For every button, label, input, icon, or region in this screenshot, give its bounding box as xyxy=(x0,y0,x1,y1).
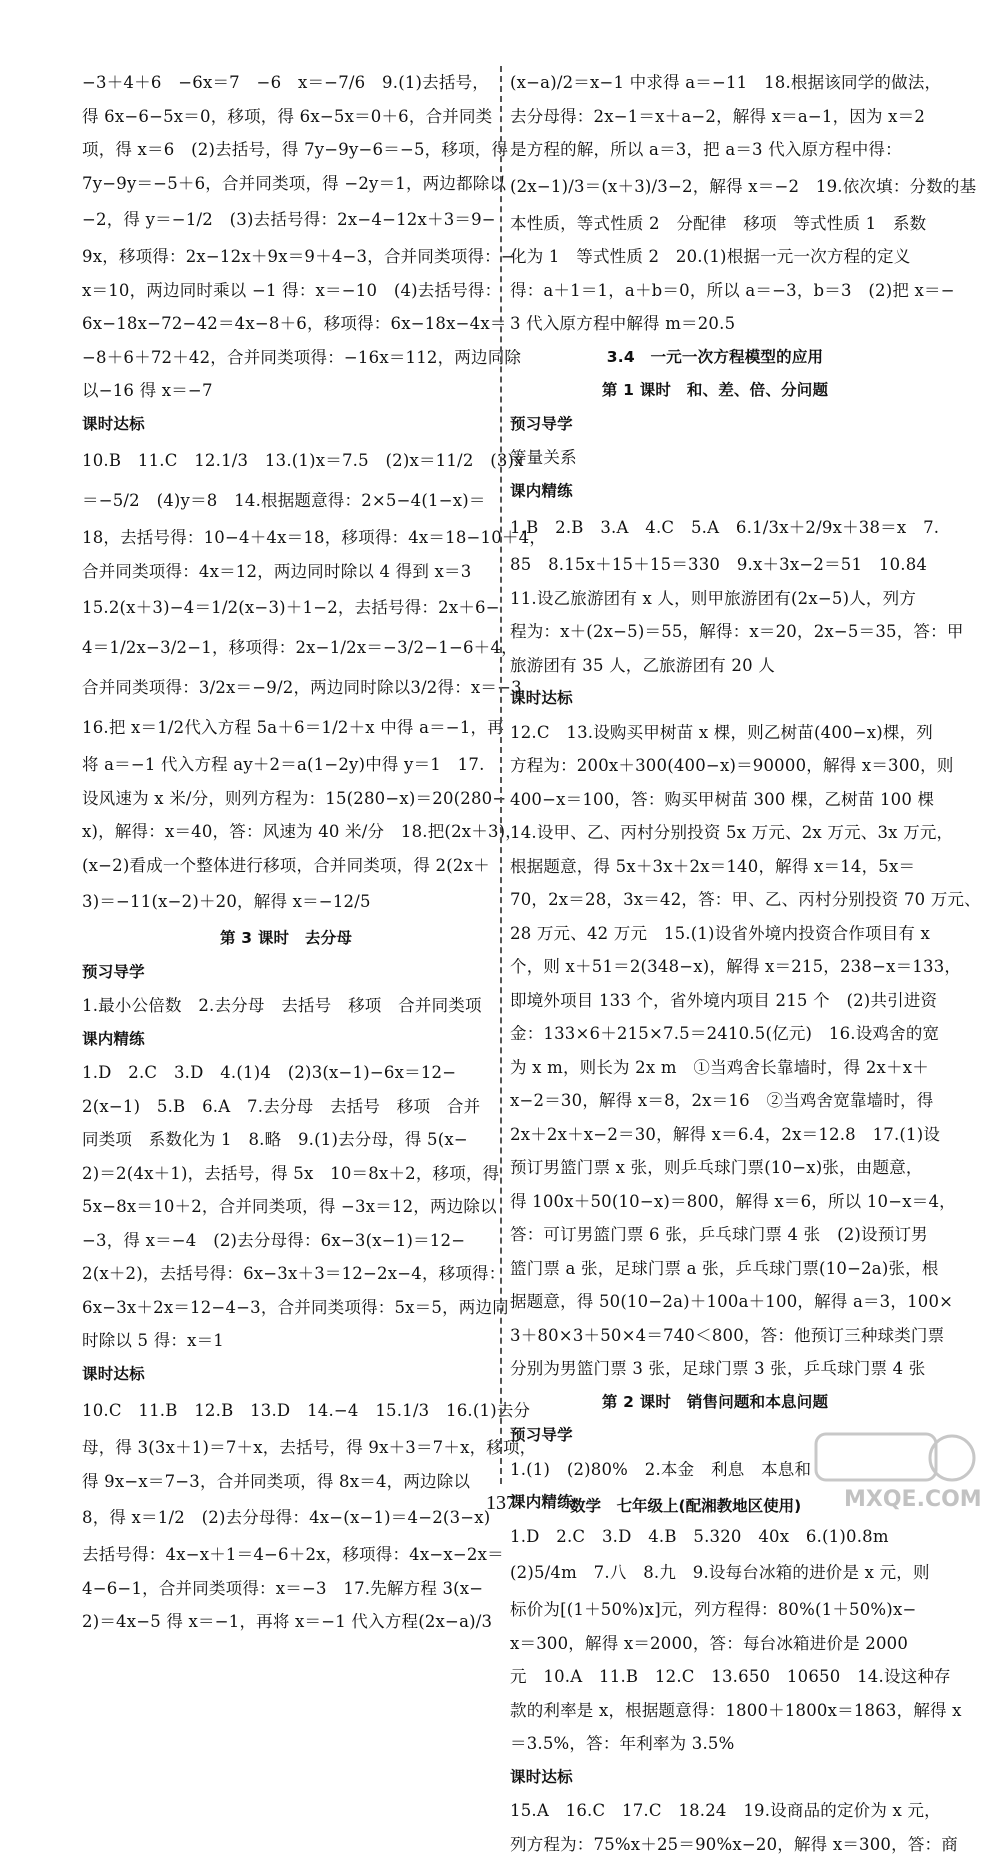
answer-line: −3＋4＋6 −6x＝7 −6 x＝−7/6 9.(1)去括号， xyxy=(82,66,490,100)
answer-line: 程为：x＋(2x−5)＝55，解得：x＝20，2x−5＝35，答：甲 xyxy=(510,615,920,649)
answer-line: 4＝1/2x−3/2−1，移项得：2x−1/2x＝−3/2−1−6＋4， xyxy=(82,628,490,668)
answer-line: 得 9x−x＝7−3，合并同类项，得 8x＝4，两边除以 xyxy=(82,1465,490,1499)
answer-line: 答：可订男篮门票 6 张，乒乓球门票 4 张 (2)设预订男 xyxy=(510,1218,920,1252)
answer-line: 1.D 2.C 3.D 4.(1)4 (2)3(x−1)−6x＝12− xyxy=(82,1056,490,1090)
answer-line: 金：133×6＋215×7.5＝2410.5(亿元) 16.设鸡舍的宽 xyxy=(510,1017,920,1051)
answer-line: 8，得 x＝1/2 (2)去分母得：4x−(x−1)＝4−2(3−x) xyxy=(82,1498,490,1538)
answer-line: 个，则 x＋51＝2(348−x)，解得 x＝215，238−x＝133， xyxy=(510,950,920,984)
answer-line: −3，得 x＝−4 (2)去分母得：6x−3(x−1)＝12− xyxy=(82,1224,490,1258)
answer-line: 2(x−1) 5.B 6.A 7.去分母 去括号 移项 合并 xyxy=(82,1090,490,1124)
answer-line: 12.C 13.设购买甲树苗 x 棵，则乙树苗(400−x)棵，列 xyxy=(510,716,920,750)
answer-line: ＝−5/2 (4)y＝8 14.根据题意得：2×5−4(1−x)＝ xyxy=(82,481,490,521)
answer-line: 5x−8x＝10＋2，合并同类项，得 −3x＝12，两边除以 xyxy=(82,1190,490,1224)
answer-line: 本性质，等式性质 2 分配律 移项 等式性质 1 系数 xyxy=(510,207,920,241)
answer-line: 时除以 5 得：x＝1 xyxy=(82,1324,490,1358)
answer-line: (2x−1)/3＝(x＋3)/3−2，解得 x＝−2 19.依次填：分数的基 xyxy=(510,167,920,207)
book-title: 数学 七年级上(配湘教地区使用) xyxy=(570,1494,801,1516)
answer-line: 款的利率是 x，根据题意得：1800＋1800x＝1863，解得 x xyxy=(510,1694,920,1728)
answer-line: 3＋80×3＋50×4＝740＜800，答：他预订三种球类门票 xyxy=(510,1319,920,1353)
answer-line: (2)5/4m 7.八 8.九 9.设每台冰箱的进价是 x 元，则 xyxy=(510,1553,920,1593)
section-heading: 预习导学 xyxy=(510,408,920,442)
answer-line: 2)＝4x−5 得 x＝−1，再将 x＝−1 代入方程(2x−a)/3 xyxy=(82,1605,490,1639)
answer-line: 1.(1) (2)80% 2.本金 利息 本息和 xyxy=(510,1453,920,1487)
answer-line: 7y−9y＝−5＋6，合并同类项，得 −2y＝1，两边都除以 xyxy=(82,167,490,201)
section-heading: 预习导学 xyxy=(510,1419,920,1453)
answer-line: 15.A 16.C 17.C 18.24 19.设商品的定价为 x 元， xyxy=(510,1794,920,1828)
answer-line: 等量关系 xyxy=(510,441,920,475)
answer-line: 合并同类项得：4x＝12，两边同时除以 4 得到 x＝3 xyxy=(82,555,490,589)
answer-line: 去括号得：4x−x＋1＝4−6＋2x，移项得：4x−x−2x＝ xyxy=(82,1538,490,1572)
answer-line: 得：a＋1＝1，a＋b＝0，所以 a＝−3，b＝3 (2)把 x＝− xyxy=(510,274,920,308)
answer-line: 方程为：200x＋300(400−x)＝90000，解得 x＝300，则 xyxy=(510,749,920,783)
answer-line: 项，得 x＝6 (2)去括号，得 7y−9y−6＝−5，移项，得 xyxy=(82,133,490,167)
right-column xyxy=(510,66,920,1861)
answer-line: (x−a)/2＝x−1 中求得 a＝−11 18.根据该同学的做法， xyxy=(510,66,920,100)
answer-line: 14.设甲、乙、丙村分别投资 5x 万元、2x 万元、3x 万元， xyxy=(510,816,920,850)
answer-line: 篮门票 a 张，足球门票 a 张，乒乓球门票(10−2a)张，根 xyxy=(510,1252,920,1286)
answer-line: x)，解得：x＝40，答：风速为 40 米/分 18.把(2x＋3)， xyxy=(82,815,490,849)
answer-line: 6x−18x−72−42＝4x−8＋6，移项得：6x−18x−4x＝ xyxy=(82,307,490,341)
column-divider xyxy=(500,66,502,1484)
section-heading: 课内精练 xyxy=(82,1023,490,1057)
answer-line: 将 a＝−1 代入方程 ay＋2＝a(1−2y)中得 y＝1 17. xyxy=(82,748,490,782)
answer-line: 标价为[(1＋50%)x]元，列方程得：80%(1＋50%)x− xyxy=(510,1593,920,1627)
answer-line: 4−6−1，合并同类项得：x＝−3 17.先解方程 3(x− xyxy=(82,1572,490,1606)
answer-line: 1.B 2.B 3.A 4.C 5.A 6.1/3x＋2/9x＋38＝x 7. xyxy=(510,508,920,548)
answer-line: 是方程的解，所以 a＝3，把 a＝3 代入原方程中得： xyxy=(510,133,920,167)
answer-line: 11.设乙旅游团有 x 人，则甲旅游团有(2x−5)人，列方 xyxy=(510,582,920,616)
answer-line: 9x，移项得：2x−12x＋9x＝9＋4−3，合并同类项得：− xyxy=(82,240,490,274)
answer-line: 得 100x＋50(10−x)＝800，解得 x＝6，所以 10−x＝4， xyxy=(510,1185,920,1219)
answer-line: 分别为男篮门票 3 张，足球门票 3 张，乒乓球门票 4 张 xyxy=(510,1352,920,1386)
answer-line: 以−16 得 x＝−7 xyxy=(82,374,490,408)
answer-line: 去分母得：2x−1＝x＋a−2，解得 x＝a−1，因为 x＝2 xyxy=(510,100,920,134)
answer-line: −2，得 y＝−1/2 (3)去括号得：2x−4−12x＋3＝9− xyxy=(82,200,490,240)
section-heading: 预习导学 xyxy=(82,956,490,990)
answer-line: 元 10.A 11.B 12.C 13.650 10650 14.设这种存 xyxy=(510,1660,920,1694)
answer-line: 合并同类项得：3/2x＝−9/2，两边同时除以3/2得：x＝−3 xyxy=(82,668,490,708)
answer-line: 2)＝2(4x＋1)，去括号，得 5x 10＝8x＋2，移项，得 xyxy=(82,1157,490,1191)
answer-line: 2x＋2x＋x−2＝30，解得 x＝6.4，2x＝12.8 17.(1)设 xyxy=(510,1118,920,1152)
lesson-title: 第 1 课时 和、差、倍、分问题 xyxy=(510,374,920,408)
answer-line: 15.2(x＋3)−4＝1/2(x−3)＋1−2，去括号得：2x＋6− xyxy=(82,588,490,628)
answer-line: 6x−3x＋2x＝12−4−3，合并同类项得：5x＝5，两边同 xyxy=(82,1291,490,1325)
lesson-title: 第 3 课时 去分母 xyxy=(82,922,490,956)
answer-line: 400−x＝100，答：购买甲树苗 300 棵，乙树苗 100 棵 xyxy=(510,783,920,817)
answer-line: 3 代入原方程中解得 m＝20.5 xyxy=(510,307,920,341)
answer-line: 设风速为 x 米/分，则列方程为：15(280−x)＝20(280− xyxy=(82,782,490,816)
answer-line: 同类项 系数化为 1 8.略 9.(1)去分母，得 5(x− xyxy=(82,1123,490,1157)
watermark-logo-icon xyxy=(808,1428,978,1512)
answer-line: 18，去括号得：10−4＋4x＝18，移项得：4x＝18−10＋4， xyxy=(82,521,490,555)
answer-line: 预订男篮门票 x 张，则乒乓球门票(10−x)张，由题意， xyxy=(510,1151,920,1185)
section-title: 3.4 一元一次方程模型的应用 xyxy=(510,341,920,375)
answer-line: 70，2x＝28，3x＝42，答：甲、乙、丙村分别投资 70 万元、 xyxy=(510,883,920,917)
watermark-url: MXQE.COM xyxy=(844,1487,982,1512)
answer-line: 据题意，得 50(10−2a)＋100a＋100，解得 a＝3，100× xyxy=(510,1285,920,1319)
answer-line: 母，得 3(3x＋1)＝7＋x，去括号，得 9x＋3＝7＋x，移项， xyxy=(82,1431,490,1465)
answer-line: 为 x m，则长为 2x m ①当鸡舍长靠墙时，得 2x＋x＋ xyxy=(510,1051,920,1085)
answer-line: 列方程为：75%x＋25＝90%x−20，解得 x＝300，答：商 xyxy=(510,1828,920,1861)
answer-line: x−2＝30，解得 x＝8，2x＝16 ②当鸡舍宽靠墙时，得 xyxy=(510,1084,920,1118)
section-heading: 课时达标 xyxy=(510,1761,920,1795)
answer-line: 3)＝−11(x−2)＋20，解得 x＝−12/5 xyxy=(82,882,490,922)
answer-line: ＝3.5%，答：年利率为 3.5% xyxy=(510,1727,920,1761)
answer-line: 得 6x−6−5x＝0，移项，得 6x−5x＝0＋6，合并同类 xyxy=(82,100,490,134)
answer-line: 10.B 11.C 12.1/3 13.(1)x＝7.5 (2)x＝11/2 (3)x xyxy=(82,441,490,481)
answer-line: −8＋6＋72＋42，合并同类项得：−16x＝112，两边同除 xyxy=(82,341,490,375)
answer-line: 2(x＋2)，去括号得：6x−3x＋3＝12−2x−4，移项得： xyxy=(82,1257,490,1291)
answer-line: 旅游团有 35 人，乙旅游团有 20 人 xyxy=(510,649,920,683)
answer-line: 根据题意，得 5x＋3x＋2x＝140，解得 x＝14，5x＝ xyxy=(510,850,920,884)
section-heading: 课时达标 xyxy=(510,682,920,716)
answer-line: 85 8.15x＋15＋15＝330 9.x＋3x−2＝51 10.84 xyxy=(510,548,920,582)
answer-line: 16.把 x＝1/2代入方程 5a＋6＝1/2＋x 中得 a＝−1，再 xyxy=(82,708,490,748)
answer-line: 化为 1 等式性质 2 20.(1)根据一元一次方程的定义 xyxy=(510,240,920,274)
answer-line: x＝300，解得 x＝2000，答：每台冰箱进价是 2000 xyxy=(510,1627,920,1661)
answer-line: x＝10，两边同时乘以 −1 得：x＝−10 (4)去括号得： xyxy=(82,274,490,308)
section-heading: 课内精练 xyxy=(510,1486,920,1520)
answer-line: 10.C 11.B 12.B 13.D 14.−4 15.1/3 16.(1)去分 xyxy=(82,1391,490,1431)
lesson-title: 第 2 课时 销售问题和本息问题 xyxy=(510,1386,920,1420)
section-heading: 课时达标 xyxy=(82,408,490,442)
section-heading: 课内精练 xyxy=(510,475,920,509)
section-heading: 课时达标 xyxy=(82,1358,490,1392)
answer-line: 1.D 2.C 3.D 4.B 5.320 40x 6.(1)0.8m xyxy=(510,1520,920,1554)
page-number: 137 xyxy=(486,1492,516,1515)
answer-line: (x−2)看成一个整体进行移项，合并同类项，得 2(2x＋ xyxy=(82,849,490,883)
answer-line: 1.最小公倍数 2.去分母 去括号 移项 合并同类项 xyxy=(82,989,490,1023)
answer-line: 28 万元、42 万元 15.(1)设省外境内投资合作项目有 x xyxy=(510,917,920,951)
answer-line: 即境外项目 133 个，省外境内项目 215 个 (2)共引进资 xyxy=(510,984,920,1018)
left-column xyxy=(82,66,490,1639)
